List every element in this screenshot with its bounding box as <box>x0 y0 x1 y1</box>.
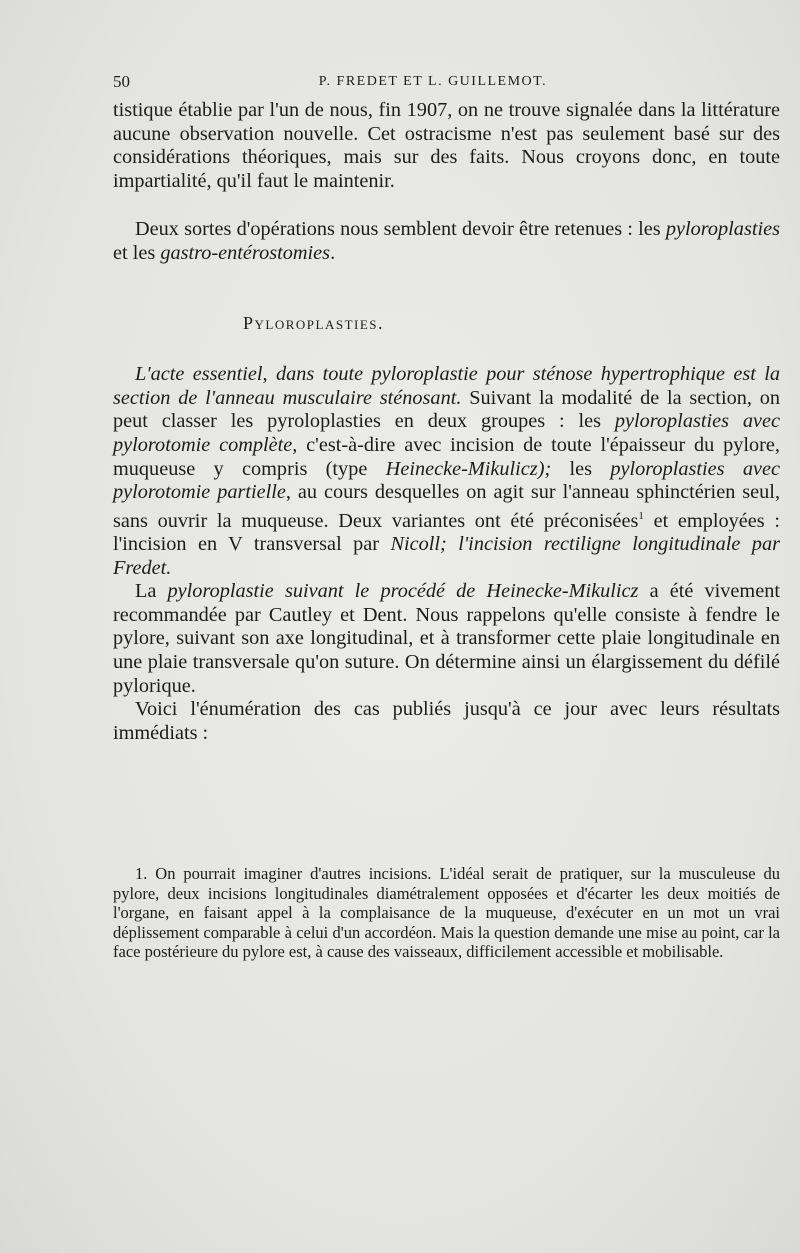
footnote-marker: 1 <box>638 509 644 522</box>
main-text <box>113 99 780 745</box>
running-title: P. FREDET ET L. GUILLEMOT. <box>318 74 548 89</box>
footnote-text: 1. On pourrait imaginer d'autres incisions. L'idéal serait de pratiquer, sur la musculeuse du pylore, deux incisions longitudinales diamétralement opposées et d'écarter les deux moitiés de l'organe, en faisant appel à la complaisance de la muqueuse, d'exécuter en un mot un vrai déplissement comparable à celui d'un accordéon. Mais la question demande une mise au point, car la face postérieure du pylore est, à cause des vaisseaux, difficilement accessible et mobilisable. <box>113 864 780 961</box>
paragraph-1: tistique établie par l'un de nous, fin 1907, on ne trouve signalée dans la littérature aucune observation nouvelle. Cet ostracisme n'est pas seulement basé sur des considérations théoriques, mais sur des faits. Nous croyons donc, en toute impartialité, qu'il faut le maintenir. <box>113 99 780 192</box>
section-title: Pyloroplasties. <box>243 312 385 333</box>
footnote <box>113 864 780 962</box>
page-header <box>113 72 753 96</box>
paragraph-4: La pyloroplastie suivant le procédé de Heinecke-Mikulicz a été vivement recommandée par Cautley et Dent. Nous rappelons qu'elle consiste à fendre le pylore, suivant son axe longitudinal, et à transformer cette plaie longitudinale en une plaie transversale qu'on suture. On détermine ainsi un élargissement du défilé pylorique. <box>113 580 780 697</box>
paragraph-2: Deux sortes d'opérations nous semblent devoir être retenues : les pyloroplasties et les gastro-entérostomies. <box>113 218 780 264</box>
page-number: 50 <box>113 72 130 91</box>
paragraph-5: Voici l'énumération des cas publiés jusqu'à ce jour avec leurs résultats immédiats : <box>113 698 780 744</box>
paragraph-3: L'acte essentiel, dans toute pyloroplastie pour sténose hypertrophique est la section de l'anneau musculaire sténosant. Suivant la modalité de la section, on peut classer les pyroloplasties en deux groupes : les pyloroplasties avec pylorotomie complète, c'est-à-dire avec incision de toute l'épaisseur du pylore, muqueuse y compris (type Heinecke-Mikulicz); les pyloroplasties avec pylorotomie partielle, au cours desquelles on agit sur l'anneau sphinctérien seul, sans ouvrir la muqueuse. Deux variantes ont été préconisées$^1$ et employées : l'incision en V transversal par Nicoll; l'incision rectiligne longitudinale par Fredet. <box>113 363 781 579</box>
